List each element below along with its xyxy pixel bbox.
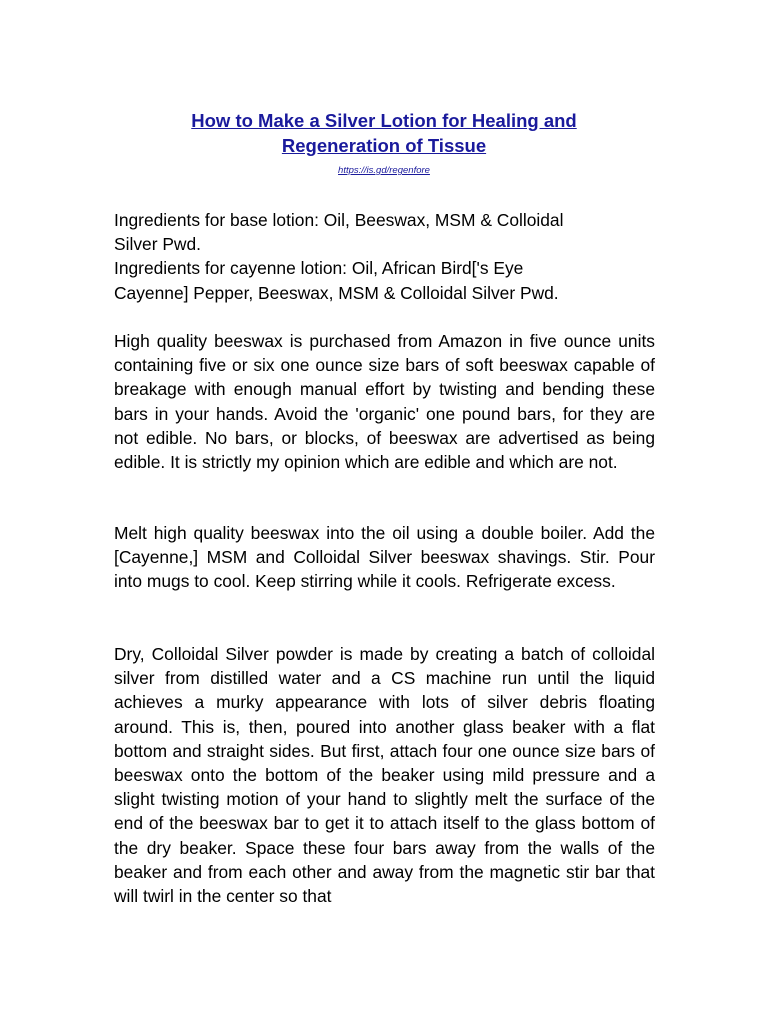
- title-link[interactable]: [114, 108, 654, 158]
- title-line-2: Regeneration of Tissue: [281, 135, 487, 156]
- ingredients-block: [114, 208, 655, 305]
- document-title: [114, 108, 654, 158]
- source-link-row: [114, 164, 654, 178]
- paragraph-dry: Dry, Colloidal Silver powder is made by creating a batch of colloidal silver from distilled water and a CS machine run until the liquid achieves a murky appearance with lots of silver debris floating around. This is, then, poured into another glass beaker with a flat bottom and straight sides. But first, attach four one ounce size bars of beeswax onto the bottom of the beaker using mild pressure and a slight twisting motion of your hand to slightly melt the surface of the end of the beeswax bar to get it to attach itself to the glass bottom of the dry beaker. Space these four bars away from the walls of the beaker and from each other and away from the magnetic stir bar that will twirl in the center so that: [114, 644, 655, 907]
- source-url-link[interactable]: https://is.gd/regenfore: [338, 165, 430, 176]
- ingredients-line: Ingredients for base lotion: Oil, Beeswax, MSM & Colloidal: [114, 210, 564, 230]
- paragraph-beeswax: High quality beeswax is purchased from Amazon in five ounce units containing five or six one ounce size bars of soft beeswax capable of breakage with enough manual effort by twisting and bending these bars in your hands. Avoid the 'organic' one pound bars, for they are not edible. No bars, or blocks, of beeswax are advertised as being edible. It is strictly my opinion which are edible and which are not.: [114, 331, 655, 473]
- ingredients-line: Ingredients for cayenne lotion: Oil, African Bird['s Eye: [114, 258, 524, 279]
- ingredients-line: Cayenne] Pepper, Beeswax, MSM & Colloidal Silver Pwd.: [114, 282, 559, 303]
- paragraph-melt: Melt high quality beeswax into the oil using a double boiler. Add the [Cayenne,] MSM and Colloidal Silver beeswax shavings. Stir. Pour into mugs to cool. Keep stirring while it cools. Refrigerate excess.: [114, 523, 655, 592]
- title-line-1: How to Make a Silver Lotion for Healing and: [191, 110, 577, 131]
- ingredients-line: Silver Pwd.: [114, 234, 201, 255]
